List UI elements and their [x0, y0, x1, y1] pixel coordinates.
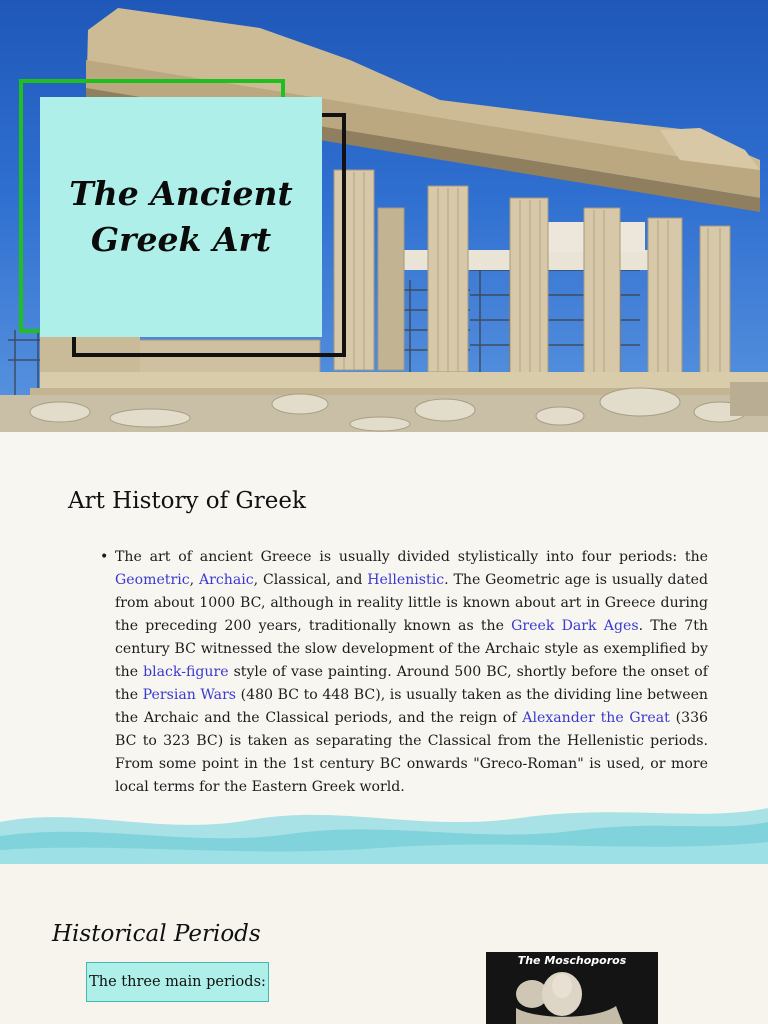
paragraph-text: (336 BC to 323 BC) is taken as separating the Classical from the Hellenistic periods. From some point in the 1st century BC onwards "Greco-Roman" is used, or more local terms for the Eastern Greek world.	[115, 710, 709, 795]
bullet-dot: •	[100, 549, 109, 565]
paragraph-text: style of vase painting. Around 500 BC, shortly before the onset of the	[115, 664, 708, 703]
moschoporos-image	[486, 952, 658, 1024]
watercolor-wave	[0, 792, 768, 864]
page-title	[61, 171, 301, 263]
history-paragraph	[100, 546, 708, 799]
periods-label-box: The three main periods:	[86, 962, 269, 1002]
periods-heading: Historical Periods	[52, 921, 261, 947]
link-archaic[interactable]: Archaic	[198, 572, 254, 588]
paragraph-text: ,	[189, 572, 199, 588]
section-heading: Art History of Greek	[68, 488, 306, 514]
paragraph-text: . The 7th century BC witnessed the slow development of the Archaic style as exemplified by the	[115, 618, 708, 680]
paragraph-text: , Classical, and	[253, 572, 368, 588]
link-greek-dark-ages[interactable]: Greek Dark Ages	[511, 618, 639, 634]
title-card	[40, 97, 322, 337]
title-line-2: Greek Art	[90, 220, 272, 259]
link-persian-wars[interactable]: Persian Wars	[142, 687, 237, 703]
hero-slide	[0, 0, 768, 432]
statue-photo	[486, 968, 658, 1024]
link-geometric[interactable]: Geometric	[115, 572, 190, 588]
paragraph-text: . The Geometric age is usually dated from about 1000 BC, although in reality little is known about art in Greece during the preceding 200 years, traditionally known as the	[115, 572, 708, 634]
link-hellenistic[interactable]: Hellenistic	[367, 572, 445, 588]
paragraph-text: The art of ancient Greece is usually divided stylistically into four periods: the	[115, 549, 708, 565]
art-history-slide	[0, 432, 768, 864]
paragraph-text: (480 BC to 448 BC), is usually taken as the dividing line between the Archaic and the Classical periods, and the reign of	[115, 687, 709, 726]
statue-caption: The Moschoporos	[517, 954, 627, 967]
link-black-figure[interactable]: black-figure	[143, 664, 229, 680]
link-alexander-the-great[interactable]: Alexander the Great	[522, 710, 670, 726]
title-line-1: The Ancient	[69, 174, 293, 213]
historical-periods-slide	[0, 864, 768, 1024]
